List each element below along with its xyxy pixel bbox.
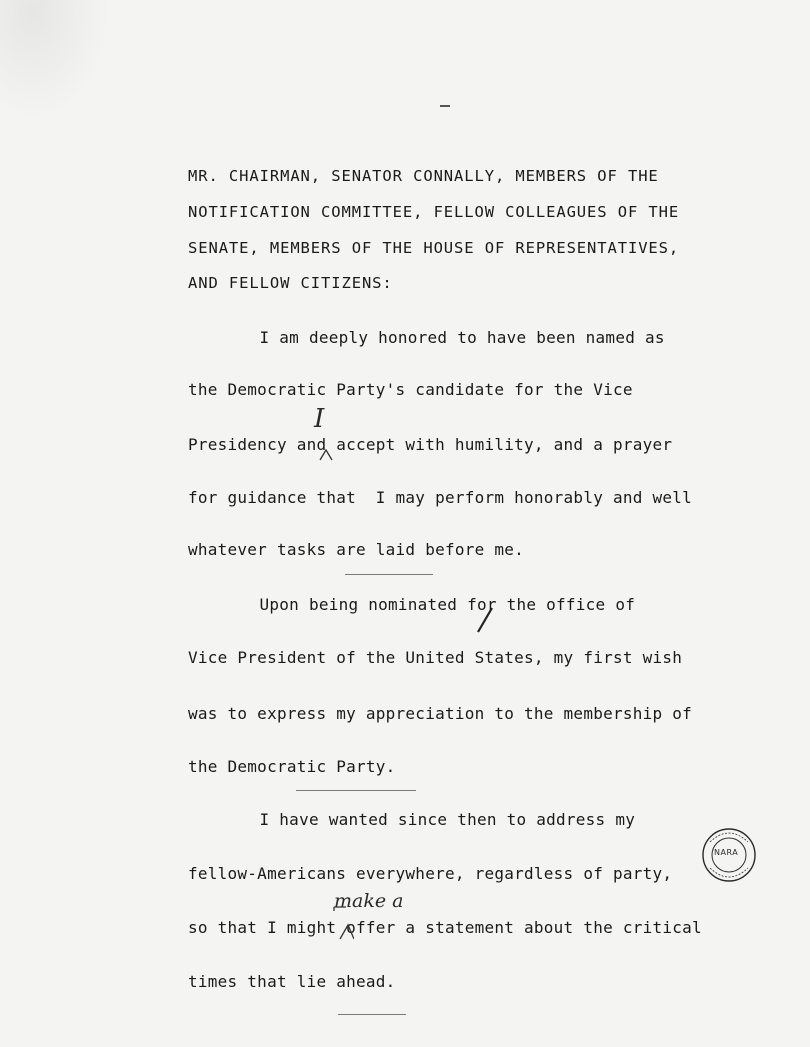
- body-line-10: I have wanted since then to address my: [220, 810, 636, 829]
- salutation-line-3: SENATE, MEMBERS OF THE HOUSE OF REPRESENTATIVES,: [188, 239, 680, 257]
- salutation-line-1: MR. CHAIRMAN, SENATOR CONNALLY, MEMBERS OF THE: [188, 167, 659, 185]
- body-line-2: the Democratic Party's candidate for the Vice: [188, 380, 633, 399]
- slash-mark: [474, 606, 496, 634]
- separator-rule-2: [296, 790, 416, 791]
- top-dash-mark: [440, 105, 450, 107]
- body-line-11: fellow-Americans everywhere, regardless of party,: [188, 864, 673, 883]
- salutation-line-2: NOTIFICATION COMMITTEE, FELLOW COLLEAGUES OF THE: [188, 203, 680, 221]
- separator-rule-1: [345, 574, 433, 575]
- handwritten-insert-i: I: [314, 404, 325, 434]
- body-line-5: whatever tasks are laid before me.: [188, 540, 525, 559]
- salutation-line-4: AND FELLOW CITIZENS:: [188, 274, 393, 292]
- stamp-label: NARA: [714, 848, 739, 857]
- separator-rule-3: [338, 1014, 406, 1015]
- body-line-13: times that lie ahead.: [188, 972, 396, 991]
- body-line-1: I am deeply honored to have been named as: [220, 328, 665, 347]
- handwritten-insert-make-a: make a: [334, 890, 404, 912]
- paper-shading: [0, 0, 110, 120]
- body-line-6: Upon being nominated for the office of: [220, 595, 636, 614]
- body-line-9: the Democratic Party.: [188, 757, 396, 776]
- body-line-8: was to express my appreciation to the membership of: [188, 704, 693, 723]
- body-line-4: for guidance that I may perform honorably and well: [188, 488, 693, 507]
- body-line-7: Vice President of the United States, my first wish: [188, 648, 683, 667]
- caret-mark-1: [318, 448, 334, 462]
- body-line-3: Presidency and accept with humility, and a prayer: [188, 435, 673, 454]
- body-line-12: so that I might offer a statement about the critical: [188, 918, 702, 937]
- caret-mark-2: [326, 903, 354, 943]
